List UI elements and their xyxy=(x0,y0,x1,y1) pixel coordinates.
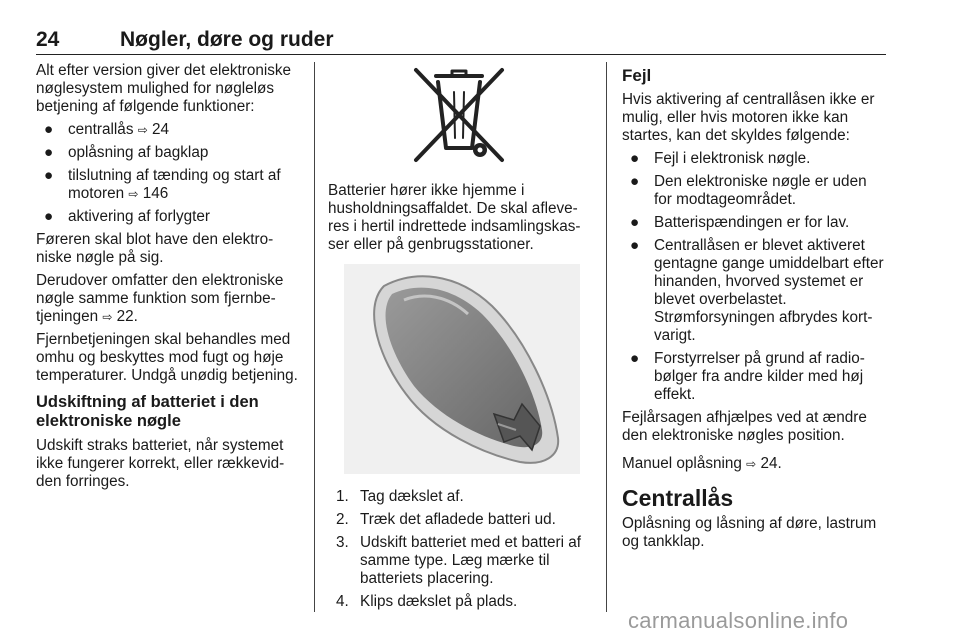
list-item: ● oplåsning af bagklap xyxy=(44,144,209,161)
paragraph: Manuel oplåsning ⇨ 24. xyxy=(622,455,782,472)
column-3 xyxy=(622,62,888,556)
watermark: carmanualsonline.info xyxy=(628,608,849,633)
page-ref-link[interactable]: 146 xyxy=(142,185,169,202)
page-ref-link[interactable]: 24. xyxy=(760,455,782,472)
list-item: ● tilslutning af tænding og start af motoren ⇨ 146 xyxy=(44,167,281,202)
paragraph: Fjernbetjeningen skal behandles med omhu og beskyttes mod fugt og høje temperaturer. Undgå unødig betjening. xyxy=(36,331,298,384)
page-ref-icon: ⇨ xyxy=(746,457,757,471)
section-heading: Udskiftning af batteriet i den elektroniske nøgle xyxy=(36,393,259,430)
bullet-icon: ● xyxy=(630,237,640,254)
page-title: Nøgler, døre og ruder xyxy=(120,28,334,51)
bullet-icon: ● xyxy=(630,350,640,367)
page-number: 24 xyxy=(36,28,60,51)
list-item: ● Forstyrrelser på grund af radiobølger fra andre kilder med høj effekt. xyxy=(630,350,865,403)
crossed-out-bin-icon xyxy=(328,62,592,170)
list-item: ● Centrallåsen er blevet aktiveret gentagne gange umiddelbart efter hinanden, hvorved systemet er blevet overbelastet. Strømforsyningen afbrydes kortvarigt. xyxy=(630,237,884,344)
bullet-icon: ● xyxy=(44,121,54,138)
column-2 xyxy=(328,62,592,616)
paragraph: Udskift straks batteriet, når systemet ikke fungerer korrekt, eller rækkevidden forringes. xyxy=(36,437,285,490)
list-item: 4. Klips dækslet på plads. xyxy=(336,593,518,610)
list-item: ● Fejl i elektronisk nøgle. xyxy=(630,150,811,167)
intro-paragraph: Alt efter version giver det elektroniske nøglesystem mulighed for nøgleløs betjening af følgende funktioner: xyxy=(36,62,292,115)
page-ref-icon: ⇨ xyxy=(128,187,139,201)
page-header xyxy=(36,28,886,55)
paragraph: Fejlårsagen afhjælpes ved at ændre den elektroniske nøgles position. xyxy=(622,409,867,444)
list-item: 1. Tag dækslet af. xyxy=(336,488,464,505)
paragraph: Føreren skal blot have den elektroniske nøgle på sig. xyxy=(36,231,274,266)
bullet-icon: ● xyxy=(630,150,640,167)
paragraph: Oplåsning og låsning af døre, lastrum og tankklap. xyxy=(622,515,877,550)
list-item: ● Batterispændingen er for lav. xyxy=(630,214,850,231)
page-ref-link[interactable]: 24 xyxy=(152,121,170,138)
fault-cause-list xyxy=(622,150,888,404)
battery-steps-list xyxy=(328,488,592,611)
column-divider xyxy=(314,62,315,612)
list-item: 2. Træk det afladede batteri ud. xyxy=(336,511,556,528)
list-item: ● aktivering af forlygter xyxy=(44,208,210,225)
page-ref-icon: ⇨ xyxy=(102,310,113,324)
column-divider xyxy=(606,62,607,612)
page-ref-icon: ⇨ xyxy=(137,123,148,137)
bullet-icon: ● xyxy=(630,173,640,190)
column-1 xyxy=(36,62,298,496)
section-title: Centrallås xyxy=(622,485,734,511)
function-list xyxy=(36,121,298,226)
bullet-icon: ● xyxy=(44,144,54,161)
list-item: 3. Udskift batteriet med et batteri af samme type. Læg mærke til batteriets placering. xyxy=(336,534,582,587)
list-item: ● Den elektroniske nøgle er uden for modtageområdet. xyxy=(630,173,867,208)
page-ref-link[interactable]: 22. xyxy=(116,308,138,325)
paragraph: Hvis aktivering af centrallåsen ikke er mulig, eller hvis motoren ikke kan startes, kan det skyldes følgende: xyxy=(622,91,875,144)
section-heading: Fejl xyxy=(622,66,652,85)
bullet-icon: ● xyxy=(44,167,54,184)
list-item: ● centrallås ⇨ 24 xyxy=(44,121,170,138)
battery-disposal-paragraph: Batterier hører ikke hjemme i husholdningsaffaldet. De skal afleveres i hertil indrettede indsamlingskasser eller på genbrugsstationer. xyxy=(328,182,581,253)
bullet-icon: ● xyxy=(44,208,54,225)
bullet-icon: ● xyxy=(630,214,640,231)
paragraph: Derudover omfatter den elektroniske nøgle samme funktion som fjernbetjeningen ⇨ 22. xyxy=(36,272,284,325)
key-fob-illustration xyxy=(344,264,580,474)
